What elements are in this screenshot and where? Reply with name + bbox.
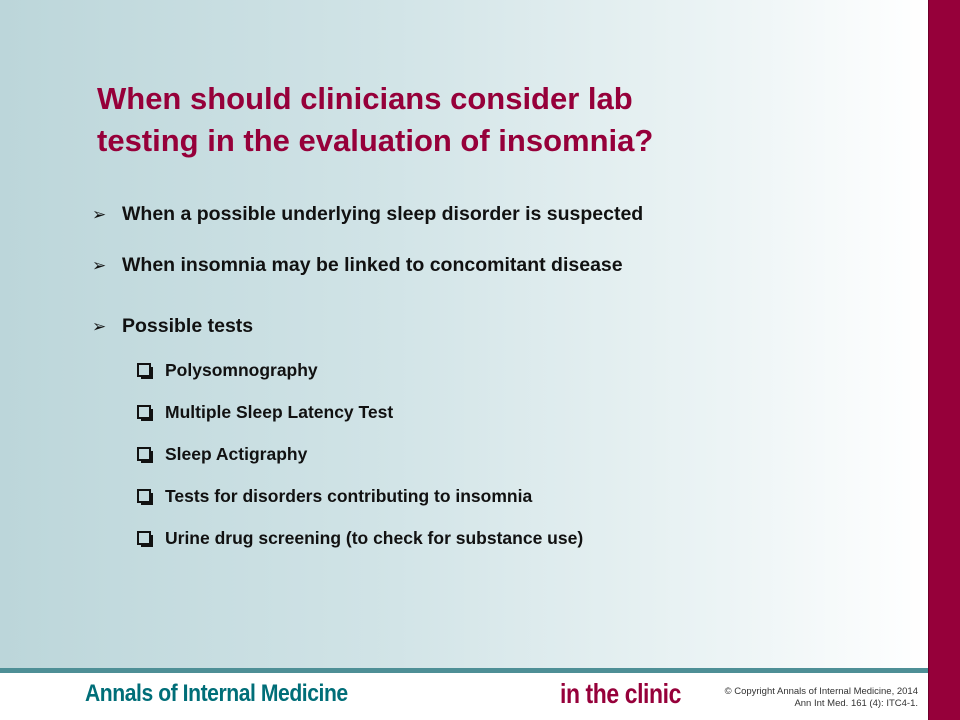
journal-logo: Annals of Internal Medicine: [85, 680, 348, 707]
bullet-text: When insomnia may be linked to concomitant disease: [122, 254, 623, 276]
title-line-1: When should clinicians consider lab: [97, 81, 633, 116]
checkbox-bullet-icon: [137, 447, 151, 461]
right-accent-bar: [928, 0, 960, 720]
sub-bullet-text: Multiple Sleep Latency Test: [165, 402, 394, 422]
sub-bullet-text: Sleep Actigraphy: [165, 444, 308, 464]
sub-bullet-item: [137, 444, 307, 465]
sub-bullet-item: [137, 528, 583, 549]
sub-bullet-text: Polysomnography: [165, 360, 318, 380]
arrow-bullet-icon: ➢: [92, 317, 107, 336]
sub-bullet-item: [137, 360, 318, 381]
sub-bullet-text: Tests for disorders contributing to insomnia: [165, 486, 533, 506]
copyright-notice: [725, 686, 918, 710]
sub-bullet-text: Urine drug screening (to check for substance use): [165, 528, 584, 548]
checkbox-bullet-icon: [137, 405, 151, 419]
checkbox-bullet-icon: [137, 363, 151, 377]
slide-title: [97, 78, 897, 162]
title-line-2: testing in the evaluation of insomnia?: [97, 123, 654, 158]
bullet-text: When a possible underlying sleep disorder is suspected: [122, 203, 644, 225]
series-logo: in the clinic: [560, 678, 681, 709]
arrow-bullet-icon: ➢: [92, 256, 107, 275]
bullet-text: Possible tests: [122, 315, 254, 337]
bullet-item: [92, 254, 623, 277]
bullet-item: [92, 203, 643, 226]
citation-line: Ann Int Med. 161 (4): ITC4-1.: [794, 698, 918, 709]
bullet-item: [92, 315, 253, 338]
sub-bullet-item: [137, 402, 393, 423]
checkbox-bullet-icon: [137, 489, 151, 503]
sub-bullet-item: [137, 486, 532, 507]
arrow-bullet-icon: ➢: [92, 205, 107, 224]
checkbox-bullet-icon: [137, 531, 151, 545]
copyright-line-1: © Copyright Annals of Internal Medicine, 2014: [724, 686, 918, 697]
